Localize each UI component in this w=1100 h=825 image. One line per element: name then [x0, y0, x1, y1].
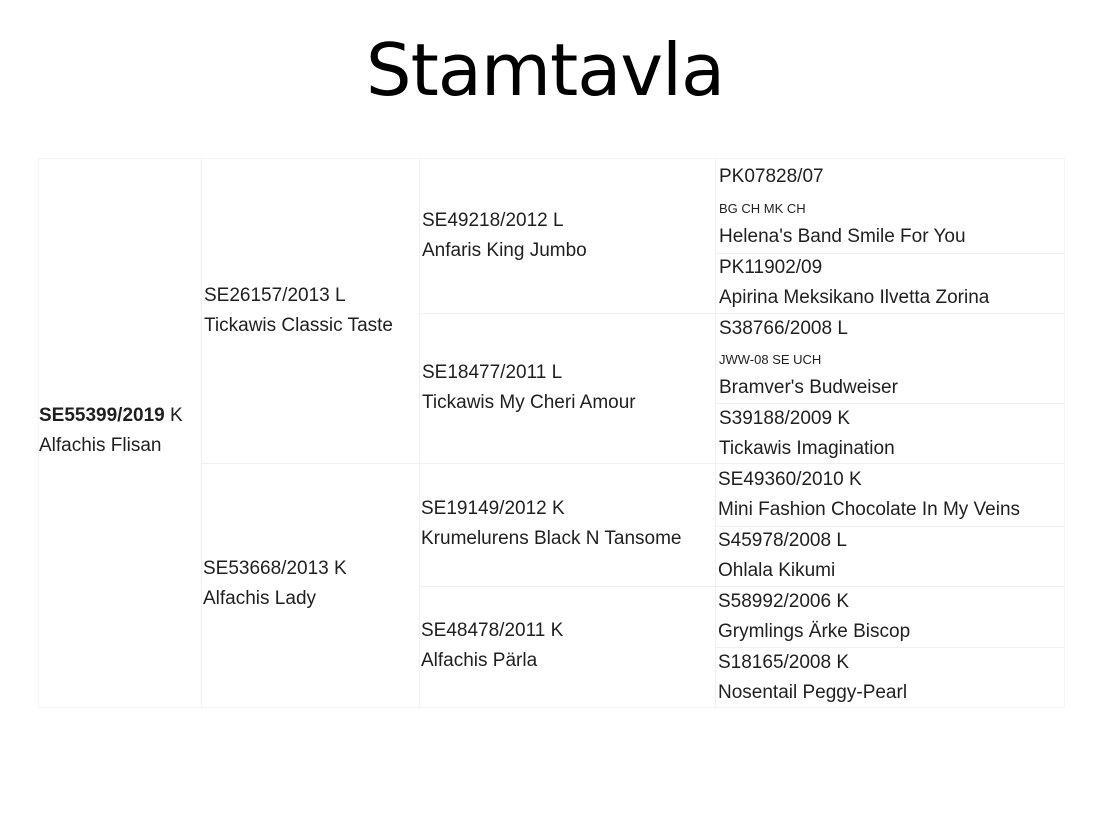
- grandparent-2-reg: SE18477/2011 L: [422, 362, 563, 383]
- subject-reg-line: [39, 401, 183, 431]
- ggp-3-name: Bramver's Budweiser: [719, 377, 898, 398]
- ggp-3-title: JWW-08 SE UCH: [719, 352, 822, 367]
- grandparent-1-name: Anfaris King Jumbo: [422, 240, 587, 261]
- ggp-2-reg: PK11902/09: [719, 257, 823, 278]
- subject-reg: SE55399/2019: [39, 405, 165, 426]
- page-title: Stamtavla: [365, 28, 725, 112]
- ggp-1-name: Helena's Band Smile For You: [719, 226, 966, 247]
- parent-1-name: Tickawis Classic Taste: [204, 315, 393, 336]
- ggp-8-name: Nosentail Peggy-Pearl: [718, 682, 908, 703]
- ggp-6-reg: S45978/2008 L: [718, 530, 847, 551]
- ggp-7-reg: S58992/2006 K: [718, 591, 850, 612]
- parent-2-name: Alfachis Lady: [203, 588, 317, 609]
- ggp-1-title: BG CH MK CH: [719, 201, 806, 216]
- subject-name: Alfachis Flisan: [39, 435, 162, 456]
- ggp-4-name: Tickawis Imagination: [719, 438, 895, 459]
- ggp-2-name: Apirina Meksikano Ilvetta Zorina: [719, 287, 990, 308]
- divider-gp-2: [419, 463, 715, 464]
- grandparent-4-reg: SE48478/2011 K: [421, 620, 564, 641]
- ggp-1-reg: PK07828/07: [719, 166, 824, 187]
- grandparent-3-name: Krumelurens Black N Tansome: [421, 528, 682, 549]
- ggp-7-name: Grymlings Ärke Biscop: [718, 621, 911, 642]
- ggp-5-reg: SE49360/2010 K: [718, 469, 862, 490]
- divider-gp-3: [419, 586, 715, 587]
- column-parents: [201, 158, 420, 708]
- ggp-4-reg: S39188/2009 K: [719, 408, 851, 429]
- grandparent-4-name: Alfachis Pärla: [421, 650, 538, 671]
- parent-1-reg: SE26157/2013 L: [204, 285, 346, 306]
- ggp-8-reg: S18165/2008 K: [718, 652, 850, 673]
- divider-parents: [201, 463, 419, 464]
- grandparent-2-name: Tickawis My Cheri Amour: [422, 392, 636, 413]
- divider-gp-1: [419, 313, 715, 314]
- ggp-3-reg: S38766/2008 L: [719, 318, 848, 339]
- ggp-6-name: Ohlala Kikumi: [718, 560, 836, 581]
- grandparent-1-reg: SE49218/2012 L: [422, 210, 564, 231]
- ggp-5-name: Mini Fashion Chocolate In My Veins: [718, 499, 1021, 520]
- parent-2-reg: SE53668/2013 K: [203, 558, 347, 579]
- grandparent-3-reg: SE19149/2012 K: [421, 498, 565, 519]
- subject-sex: K: [170, 405, 183, 426]
